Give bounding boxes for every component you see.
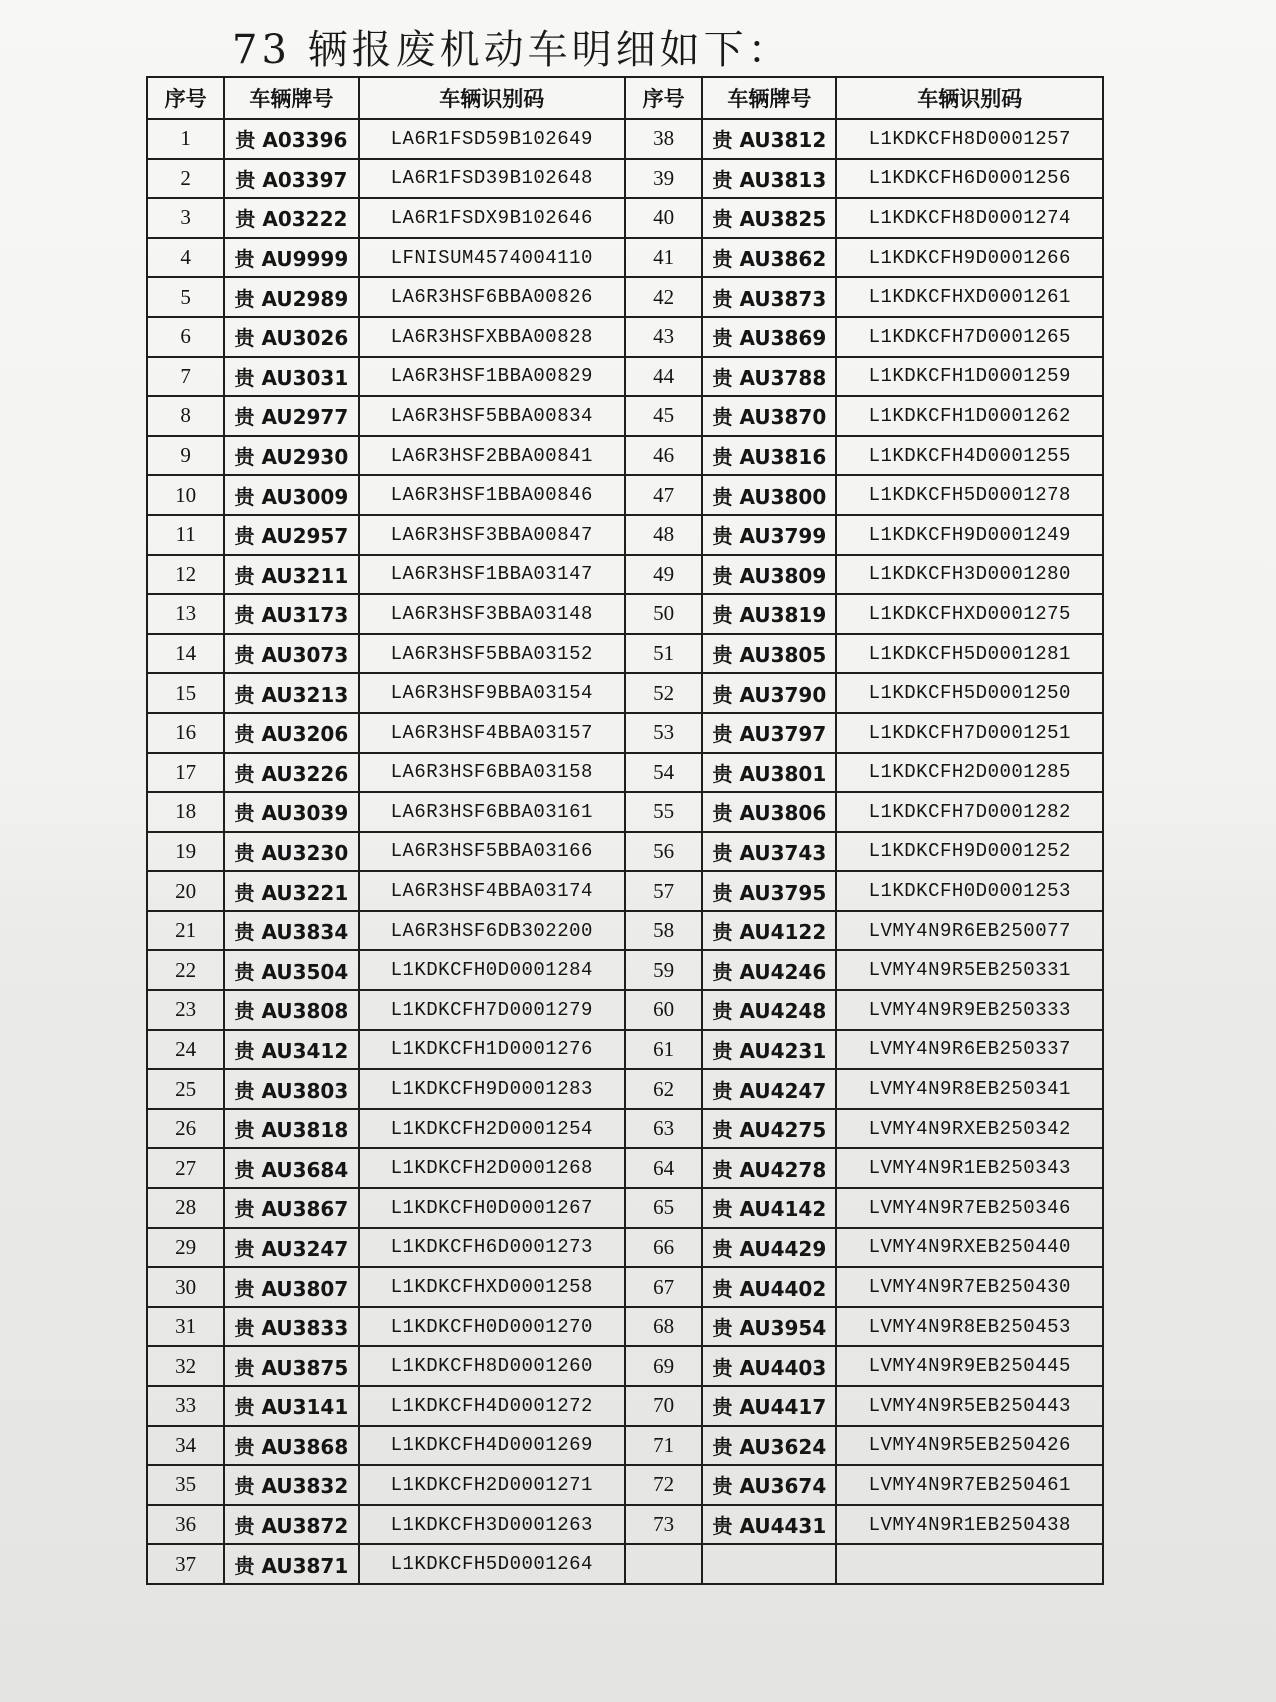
table-row [147, 1188, 1103, 1228]
cell-plate: 贵 AU4431 [702, 1505, 836, 1545]
cell-vin: LA6R3HSF6BBA00826 [359, 277, 625, 317]
cell-vin: LA6R3HSF1BBA03147 [359, 555, 625, 595]
cell-plate: 贵 AU3870 [702, 396, 836, 436]
cell-vin: L1KDKCFH8D0001260 [359, 1346, 625, 1386]
table-row [147, 950, 1103, 990]
table-row [147, 475, 1103, 515]
cell-seq: 48 [625, 515, 702, 555]
cell-seq: 8 [147, 396, 224, 436]
cell-plate: 贵 AU3213 [224, 673, 358, 713]
cell-seq: 9 [147, 436, 224, 476]
cell-seq: 6 [147, 317, 224, 357]
cell-seq: 32 [147, 1346, 224, 1386]
cell-vin: LVMY4N9R9EB250445 [836, 1346, 1103, 1386]
cell-vin: L1KDKCFH8D0001257 [836, 119, 1103, 159]
cell-vin: L1KDKCFH5D0001264 [359, 1544, 625, 1584]
cell-plate: 贵 AU3813 [702, 159, 836, 199]
cell-seq: 69 [625, 1346, 702, 1386]
cell-plate: 贵 AU3825 [702, 198, 836, 238]
cell-seq: 10 [147, 475, 224, 515]
cell-seq: 60 [625, 990, 702, 1030]
cell-seq: 46 [625, 436, 702, 476]
cell-plate: 贵 AU3868 [224, 1426, 358, 1466]
cell-seq: 55 [625, 792, 702, 832]
table-row [147, 1426, 1103, 1466]
cell-vin: LA6R3HSF4BBA03157 [359, 713, 625, 753]
cell-vin: LFNISUM4574004110 [359, 238, 625, 278]
cell-plate: 贵 AU3808 [224, 990, 358, 1030]
cell-plate: 贵 AU3684 [224, 1148, 358, 1188]
cell-vin: LA6R1FSD59B102649 [359, 119, 625, 159]
cell-seq: 23 [147, 990, 224, 1030]
cell-vin: LA6R3HSF6BBA03158 [359, 753, 625, 793]
cell-seq: 28 [147, 1188, 224, 1228]
cell-vin: LA6R3HSF5BBA00834 [359, 396, 625, 436]
cell-seq: 39 [625, 159, 702, 199]
table-row [147, 317, 1103, 357]
cell-vin: LA6R1FSD39B102648 [359, 159, 625, 199]
cell-plate: 贵 AU3862 [702, 238, 836, 278]
cell-plate: 贵 AU3211 [224, 555, 358, 595]
cell-seq: 29 [147, 1228, 224, 1268]
cell-seq: 45 [625, 396, 702, 436]
cell-vin: LA6R3HSF1BBA00846 [359, 475, 625, 515]
cell-vin: L1KDKCFH3D0001280 [836, 555, 1103, 595]
cell-plate: 贵 AU3009 [224, 475, 358, 515]
cell-vin: L1KDKCFH2D0001271 [359, 1465, 625, 1505]
table-row [147, 1505, 1103, 1545]
cell-seq: 2 [147, 159, 224, 199]
cell-seq: 18 [147, 792, 224, 832]
cell-vin: L1KDKCFH4D0001269 [359, 1426, 625, 1466]
cell-plate: 贵 AU3795 [702, 871, 836, 911]
header-seq: 序号 [147, 77, 224, 119]
cell-seq: 5 [147, 277, 224, 317]
cell-plate: 贵 A03396 [224, 119, 358, 159]
cell-plate: 贵 AU3818 [224, 1109, 358, 1149]
cell-plate: 贵 AU4278 [702, 1148, 836, 1188]
cell-vin: LA6R1FSDX9B102646 [359, 198, 625, 238]
table-row [147, 1386, 1103, 1426]
cell-plate: 贵 AU4248 [702, 990, 836, 1030]
cell-seq: 56 [625, 832, 702, 872]
scrapped-vehicles-table [146, 76, 1104, 1585]
cell-vin: LVMY4N9R5EB250331 [836, 950, 1103, 990]
cell-seq: 58 [625, 911, 702, 951]
cell-plate: 贵 A03397 [224, 159, 358, 199]
table-row [147, 119, 1103, 159]
table-row [147, 1307, 1103, 1347]
cell-plate: 贵 AU3206 [224, 713, 358, 753]
cell-plate: 贵 AU3812 [702, 119, 836, 159]
cell-seq: 43 [625, 317, 702, 357]
cell-vin: LVMY4N9R5EB250443 [836, 1386, 1103, 1426]
cell-plate: 贵 AU3230 [224, 832, 358, 872]
cell-vin: L1KDKCFH6D0001256 [836, 159, 1103, 199]
cell-vin: L1KDKCFH9D0001283 [359, 1069, 625, 1109]
cell-seq: 53 [625, 713, 702, 753]
header-vin: 车辆识别码 [359, 77, 625, 119]
cell-seq: 52 [625, 673, 702, 713]
cell-plate: 贵 AU4417 [702, 1386, 836, 1426]
cell-seq: 70 [625, 1386, 702, 1426]
cell-plate: 贵 AU3807 [224, 1267, 358, 1307]
cell-seq: 71 [625, 1426, 702, 1466]
cell-plate: 贵 AU3743 [702, 832, 836, 872]
cell-vin: L1KDKCFH9D0001249 [836, 515, 1103, 555]
cell-plate: 贵 AU3809 [702, 555, 836, 595]
cell-vin: L1KDKCFH7D0001282 [836, 792, 1103, 832]
cell-plate: 贵 AU3816 [702, 436, 836, 476]
cell-plate: 贵 AU3806 [702, 792, 836, 832]
cell-seq: 42 [625, 277, 702, 317]
cell-seq: 12 [147, 555, 224, 595]
cell-seq: 26 [147, 1109, 224, 1149]
cell-vin: LA6R3HSF5BBA03166 [359, 832, 625, 872]
table-row [147, 1030, 1103, 1070]
cell-plate: 贵 AU2957 [224, 515, 358, 555]
table-row [147, 238, 1103, 278]
table-row [147, 357, 1103, 397]
cell-vin: LA6R3HSF4BBA03174 [359, 871, 625, 911]
cell-plate: 贵 AU3790 [702, 673, 836, 713]
cell-plate: 贵 AU3788 [702, 357, 836, 397]
table-row [147, 1544, 1103, 1584]
cell-vin: LVMY4N9R5EB250426 [836, 1426, 1103, 1466]
cell-seq: 59 [625, 950, 702, 990]
table-row [147, 871, 1103, 911]
cell-plate: 贵 AU2989 [224, 277, 358, 317]
cell-seq: 47 [625, 475, 702, 515]
cell-seq: 37 [147, 1544, 224, 1584]
table-row [147, 1267, 1103, 1307]
cell-vin: LA6R3HSF3BBA00847 [359, 515, 625, 555]
cell-vin: L1KDKCFH0D0001253 [836, 871, 1103, 911]
cell-vin: L1KDKCFH4D0001272 [359, 1386, 625, 1426]
header-vin: 车辆识别码 [836, 77, 1103, 119]
cell-plate: 贵 AU2977 [224, 396, 358, 436]
cell-seq: 63 [625, 1109, 702, 1149]
cell-seq: 11 [147, 515, 224, 555]
cell-plate: 贵 AU3026 [224, 317, 358, 357]
cell-vin: L1KDKCFH0D0001284 [359, 950, 625, 990]
cell-vin: LVMY4N9R1EB250343 [836, 1148, 1103, 1188]
cell-plate: 贵 AU3871 [224, 1544, 358, 1584]
cell-vin: L1KDKCFH5D0001281 [836, 634, 1103, 674]
cell-vin: L1KDKCFH7D0001279 [359, 990, 625, 1030]
cell-plate: 贵 AU4429 [702, 1228, 836, 1268]
cell-seq: 15 [147, 673, 224, 713]
table-row [147, 594, 1103, 634]
cell-seq: 68 [625, 1307, 702, 1347]
cell-seq: 34 [147, 1426, 224, 1466]
cell-vin: LVMY4N9R8EB250341 [836, 1069, 1103, 1109]
cell-plate: 贵 AU4142 [702, 1188, 836, 1228]
cell-seq: 21 [147, 911, 224, 951]
cell-plate: 贵 AU4247 [702, 1069, 836, 1109]
cell-vin: LVMY4N9R6EB250077 [836, 911, 1103, 951]
cell-plate: 贵 AU3875 [224, 1346, 358, 1386]
cell-vin: LVMY4N9RXEB250440 [836, 1228, 1103, 1268]
cell-vin: L1KDKCFH2D0001254 [359, 1109, 625, 1149]
document-title: 73 辆报废机动车明细如下： [232, 27, 792, 73]
table-row [147, 911, 1103, 951]
cell-plate: 贵 AU3832 [224, 1465, 358, 1505]
cell-seq: 36 [147, 1505, 224, 1545]
cell-vin: LVMY4N9R8EB250453 [836, 1307, 1103, 1347]
cell-seq: 19 [147, 832, 224, 872]
cell-vin: L1KDKCFHXD0001261 [836, 277, 1103, 317]
cell-seq: 64 [625, 1148, 702, 1188]
cell-vin: L1KDKCFH1D0001259 [836, 357, 1103, 397]
cell-vin: LA6R3HSF3BBA03148 [359, 594, 625, 634]
cell-plate: 贵 AU3801 [702, 753, 836, 793]
cell-plate: 贵 AU4402 [702, 1267, 836, 1307]
cell-plate: 贵 AU3504 [224, 950, 358, 990]
cell-vin: LVMY4N9R6EB250337 [836, 1030, 1103, 1070]
table-row [147, 792, 1103, 832]
cell-seq: 7 [147, 357, 224, 397]
cell-plate: 贵 AU3834 [224, 911, 358, 951]
table-row [147, 1346, 1103, 1386]
cell-seq: 61 [625, 1030, 702, 1070]
cell-seq: 54 [625, 753, 702, 793]
cell-plate: 贵 AU4231 [702, 1030, 836, 1070]
cell-vin: L1KDKCFHXD0001275 [836, 594, 1103, 634]
table-row [147, 832, 1103, 872]
cell-seq: 22 [147, 950, 224, 990]
cell-plate: 贵 AU3226 [224, 753, 358, 793]
cell-vin: LVMY4N9RXEB250342 [836, 1109, 1103, 1149]
cell-vin: L1KDKCFH7D0001265 [836, 317, 1103, 357]
cell-seq: 1 [147, 119, 224, 159]
cell-plate: 贵 AU3039 [224, 792, 358, 832]
cell-vin: L1KDKCFH9D0001252 [836, 832, 1103, 872]
table-row [147, 1228, 1103, 1268]
cell-vin: LVMY4N9R7EB250346 [836, 1188, 1103, 1228]
table-row [147, 555, 1103, 595]
cell-vin: L1KDKCFHXD0001258 [359, 1267, 625, 1307]
cell-vin: L1KDKCFH1D0001262 [836, 396, 1103, 436]
cell-vin: LVMY4N9R1EB250438 [836, 1505, 1103, 1545]
cell-seq: 50 [625, 594, 702, 634]
cell-plate: 贵 AU3805 [702, 634, 836, 674]
cell-vin [836, 1544, 1103, 1584]
cell-plate: 贵 AU3141 [224, 1386, 358, 1426]
cell-vin: LA6R3HSF6DB302200 [359, 911, 625, 951]
cell-plate: 贵 A03222 [224, 198, 358, 238]
table-row [147, 198, 1103, 238]
cell-seq: 13 [147, 594, 224, 634]
cell-seq: 57 [625, 871, 702, 911]
cell-plate: 贵 AU4122 [702, 911, 836, 951]
cell-seq: 66 [625, 1228, 702, 1268]
cell-plate: 贵 AU3247 [224, 1228, 358, 1268]
header-plate: 车辆牌号 [702, 77, 836, 119]
cell-seq: 72 [625, 1465, 702, 1505]
cell-plate: 贵 AU4403 [702, 1346, 836, 1386]
cell-vin: LVMY4N9R7EB250461 [836, 1465, 1103, 1505]
cell-seq: 40 [625, 198, 702, 238]
table-row [147, 277, 1103, 317]
table-row [147, 713, 1103, 753]
cell-plate [702, 1544, 836, 1584]
cell-plate: 贵 AU3674 [702, 1465, 836, 1505]
cell-vin: L1KDKCFH2D0001268 [359, 1148, 625, 1188]
cell-plate: 贵 AU3833 [224, 1307, 358, 1347]
cell-vin: L1KDKCFH0D0001270 [359, 1307, 625, 1347]
cell-seq: 73 [625, 1505, 702, 1545]
cell-vin: LVMY4N9R7EB250430 [836, 1267, 1103, 1307]
cell-vin: LA6R3HSF1BBA00829 [359, 357, 625, 397]
cell-vin: LA6R3HSF5BBA03152 [359, 634, 625, 674]
cell-seq: 20 [147, 871, 224, 911]
cell-plate: 贵 AU4275 [702, 1109, 836, 1149]
cell-plate: 贵 AU3803 [224, 1069, 358, 1109]
cell-vin: L1KDKCFH5D0001278 [836, 475, 1103, 515]
table-row [147, 1109, 1103, 1149]
table-row [147, 753, 1103, 793]
cell-vin: L1KDKCFH5D0001250 [836, 673, 1103, 713]
cell-plate: 贵 AU3031 [224, 357, 358, 397]
cell-seq: 3 [147, 198, 224, 238]
cell-seq: 30 [147, 1267, 224, 1307]
table-header-row [147, 77, 1103, 119]
cell-seq: 41 [625, 238, 702, 278]
cell-seq: 31 [147, 1307, 224, 1347]
cell-seq: 65 [625, 1188, 702, 1228]
table-row [147, 1069, 1103, 1109]
cell-seq: 4 [147, 238, 224, 278]
table-body [147, 119, 1103, 1584]
cell-plate: 贵 AU3173 [224, 594, 358, 634]
cell-vin: L1KDKCFH0D0001267 [359, 1188, 625, 1228]
cell-plate: 贵 AU9999 [224, 238, 358, 278]
cell-seq: 35 [147, 1465, 224, 1505]
cell-vin: L1KDKCFH2D0001285 [836, 753, 1103, 793]
cell-seq: 14 [147, 634, 224, 674]
cell-plate: 贵 AU3221 [224, 871, 358, 911]
cell-seq: 24 [147, 1030, 224, 1070]
cell-plate: 贵 AU3624 [702, 1426, 836, 1466]
table-row [147, 159, 1103, 199]
cell-vin: LA6R3HSF2BBA00841 [359, 436, 625, 476]
cell-seq: 33 [147, 1386, 224, 1426]
cell-plate: 贵 AU3872 [224, 1505, 358, 1545]
cell-plate: 贵 AU3797 [702, 713, 836, 753]
cell-plate: 贵 AU3412 [224, 1030, 358, 1070]
table-row [147, 634, 1103, 674]
cell-vin: L1KDKCFH1D0001276 [359, 1030, 625, 1070]
cell-seq [625, 1544, 702, 1584]
cell-plate: 贵 AU3073 [224, 634, 358, 674]
table-row [147, 1148, 1103, 1188]
cell-plate: 贵 AU3799 [702, 515, 836, 555]
cell-plate: 贵 AU4246 [702, 950, 836, 990]
cell-seq: 67 [625, 1267, 702, 1307]
cell-seq: 62 [625, 1069, 702, 1109]
table-row [147, 673, 1103, 713]
cell-vin: LA6R3HSF6BBA03161 [359, 792, 625, 832]
cell-plate: 贵 AU2930 [224, 436, 358, 476]
cell-vin: LVMY4N9R9EB250333 [836, 990, 1103, 1030]
cell-seq: 38 [625, 119, 702, 159]
cell-plate: 贵 AU3869 [702, 317, 836, 357]
cell-seq: 49 [625, 555, 702, 595]
table-row [147, 990, 1103, 1030]
cell-vin: L1KDKCFH7D0001251 [836, 713, 1103, 753]
cell-plate: 贵 AU3800 [702, 475, 836, 515]
cell-vin: LA6R3HSF9BBA03154 [359, 673, 625, 713]
cell-seq: 27 [147, 1148, 224, 1188]
header-plate: 车辆牌号 [224, 77, 358, 119]
cell-seq: 51 [625, 634, 702, 674]
cell-seq: 44 [625, 357, 702, 397]
cell-plate: 贵 AU3954 [702, 1307, 836, 1347]
cell-vin: L1KDKCFH9D0001266 [836, 238, 1103, 278]
cell-vin: L1KDKCFH8D0001274 [836, 198, 1103, 238]
cell-seq: 17 [147, 753, 224, 793]
cell-plate: 贵 AU3873 [702, 277, 836, 317]
cell-vin: L1KDKCFH3D0001263 [359, 1505, 625, 1545]
cell-seq: 25 [147, 1069, 224, 1109]
header-seq: 序号 [625, 77, 702, 119]
table-row [147, 436, 1103, 476]
cell-seq: 16 [147, 713, 224, 753]
cell-plate: 贵 AU3819 [702, 594, 836, 634]
cell-vin: L1KDKCFH4D0001255 [836, 436, 1103, 476]
cell-vin: L1KDKCFH6D0001273 [359, 1228, 625, 1268]
table-row [147, 515, 1103, 555]
table-row [147, 1465, 1103, 1505]
cell-plate: 贵 AU3867 [224, 1188, 358, 1228]
cell-vin: LA6R3HSFXBBA00828 [359, 317, 625, 357]
table-row [147, 396, 1103, 436]
